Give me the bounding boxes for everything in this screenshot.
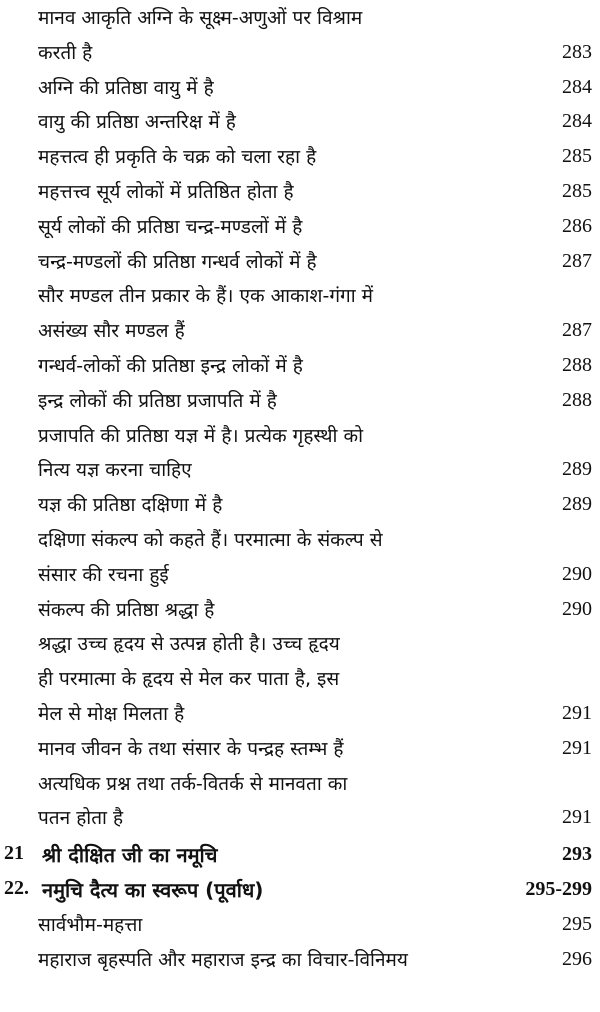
entry-title: संसार की रचना हुई bbox=[38, 563, 169, 586]
entry-page-number: 287 bbox=[562, 249, 592, 272]
entry-page-number: 284 bbox=[562, 110, 592, 133]
entry-page-number: 291 bbox=[562, 806, 592, 829]
entry-page-number: 288 bbox=[562, 354, 592, 376]
toc-entry bbox=[0, 487, 600, 523]
chapter-number: 21 bbox=[4, 842, 24, 865]
entry-title: सूर्य लोकों की प्रतिष्ठा चन्द्र-मण्डलों में है bbox=[38, 215, 303, 238]
entry-page-number: 285 bbox=[562, 180, 592, 202]
entry-title: महत्तत्व ही प्रकृति के चक्र को चला रहा है bbox=[38, 146, 317, 169]
entry-page-number: 289 bbox=[562, 458, 592, 481]
entry-title: नित्य यज्ञ करना चाहिए bbox=[38, 459, 192, 482]
toc-entry bbox=[0, 592, 600, 628]
toc-entry bbox=[0, 348, 600, 384]
toc-entry bbox=[0, 244, 600, 280]
entry-title: अत्यधिक प्रश्न तथा तर्क-वितर्क से मानवता का bbox=[38, 772, 348, 795]
entry-title: अग्नि की प्रतिष्ठा वायु में है bbox=[38, 76, 214, 99]
entry-page-number: 288 bbox=[562, 388, 592, 411]
chapter-title: नमुचि दैत्य का स्वरूप (पूर्वाध) bbox=[42, 878, 264, 902]
entry-title: मानव आकृति अग्नि के सूक्ष्म-अणुओं पर विश्राम bbox=[38, 7, 363, 29]
toc-entry bbox=[0, 696, 600, 732]
chapter-page-range: 295-299 bbox=[525, 878, 592, 900]
chapter-number: 22. bbox=[4, 877, 29, 899]
entry-title: ही परमात्मा के हृदय से मेल कर पाता है, इस bbox=[38, 668, 340, 691]
entry-page-number: 286 bbox=[562, 214, 592, 237]
entry-title: मानव जीवन के तथा संसार के पन्द्रह स्तम्भ हैं bbox=[38, 737, 344, 760]
entry-title: गन्धर्व-लोकों की प्रतिष्ठा इन्द्र लोकों में है bbox=[38, 355, 303, 377]
chapter-heading bbox=[0, 837, 600, 873]
entry-page-number: 285 bbox=[562, 145, 592, 168]
entry-page-number: 284 bbox=[562, 75, 592, 98]
toc-entry bbox=[0, 557, 600, 593]
entry-title: दक्षिणा संकल्प को कहते हैं। परमात्मा के संकल्प से bbox=[38, 529, 383, 551]
entry-page-number: 290 bbox=[562, 597, 592, 620]
toc-entry bbox=[0, 731, 600, 767]
entry-page-number: 291 bbox=[562, 736, 592, 759]
toc-entry bbox=[0, 661, 600, 697]
chapter-title: श्री दीक्षित जी का नमूचि bbox=[42, 843, 218, 868]
toc-entry bbox=[0, 209, 600, 245]
entry-title: महत्तत्त्व सूर्य लोकों में प्रतिष्ठित होता है bbox=[38, 181, 294, 203]
entry-page-number: 283 bbox=[562, 40, 592, 63]
entry-title: असंख्य सौर मण्डल हैं bbox=[38, 320, 185, 343]
toc-subentry bbox=[0, 942, 600, 978]
entry-title: सौर मण्डल तीन प्रकार के हैं। एक आकाश-गंगा में bbox=[38, 285, 374, 308]
entry-page-number: 296 bbox=[562, 947, 592, 970]
entry-title: पतन होता है bbox=[38, 807, 124, 830]
entry-title: इन्द्र लोकों की प्रतिष्ठा प्रजापति में है bbox=[38, 389, 277, 412]
entry-page-number: 290 bbox=[562, 562, 592, 585]
toc-entry bbox=[0, 104, 600, 140]
toc-entry bbox=[0, 522, 600, 558]
chapter-page-range: 293 bbox=[562, 843, 592, 866]
chapter-heading bbox=[0, 872, 600, 908]
toc-subentry bbox=[0, 907, 600, 943]
entry-page-number: 289 bbox=[562, 493, 592, 516]
entry-title: महाराज बृहस्पति और महाराज इन्द्र का विचार-विनिमय bbox=[38, 948, 408, 971]
toc-entry bbox=[0, 0, 600, 36]
entry-title: श्रद्धा उच्च हृदय से उत्पन्न होती है। उच्च हृदय bbox=[38, 633, 340, 656]
toc-entry bbox=[0, 800, 600, 836]
entry-page-number: 287 bbox=[562, 319, 592, 342]
entry-title: करती है bbox=[38, 41, 93, 64]
entry-title: सार्वभौम-महत्ता bbox=[38, 913, 143, 936]
toc-entry bbox=[0, 35, 600, 71]
entry-title: वायु की प्रतिष्ठा अन्तरिक्ष में है bbox=[38, 111, 236, 134]
entry-title: चन्द्र-मण्डलों की प्रतिष्ठा गन्धर्व लोकों में है bbox=[38, 250, 317, 273]
toc-entry bbox=[0, 766, 600, 802]
entry-title: मेल से मोक्ष मिलता है bbox=[38, 703, 185, 725]
toc-entry bbox=[0, 139, 600, 175]
toc-entry bbox=[0, 313, 600, 349]
toc-entry bbox=[0, 626, 600, 662]
entry-title: संकल्प की प्रतिष्ठा श्रद्धा है bbox=[38, 598, 215, 621]
toc-entry bbox=[0, 418, 600, 454]
toc-entry bbox=[0, 452, 600, 488]
entry-title: यज्ञ की प्रतिष्ठा दक्षिणा में है bbox=[38, 494, 223, 517]
entry-title: प्रजापति की प्रतिष्ठा यज्ञ में है। प्रत्येक गृहस्थी को bbox=[38, 424, 364, 447]
toc-entry bbox=[0, 174, 600, 210]
entry-page-number: 291 bbox=[562, 702, 592, 724]
toc-entry bbox=[0, 383, 600, 419]
toc-entry bbox=[0, 70, 600, 106]
toc-entry bbox=[0, 278, 600, 314]
entry-page-number: 295 bbox=[562, 912, 592, 935]
